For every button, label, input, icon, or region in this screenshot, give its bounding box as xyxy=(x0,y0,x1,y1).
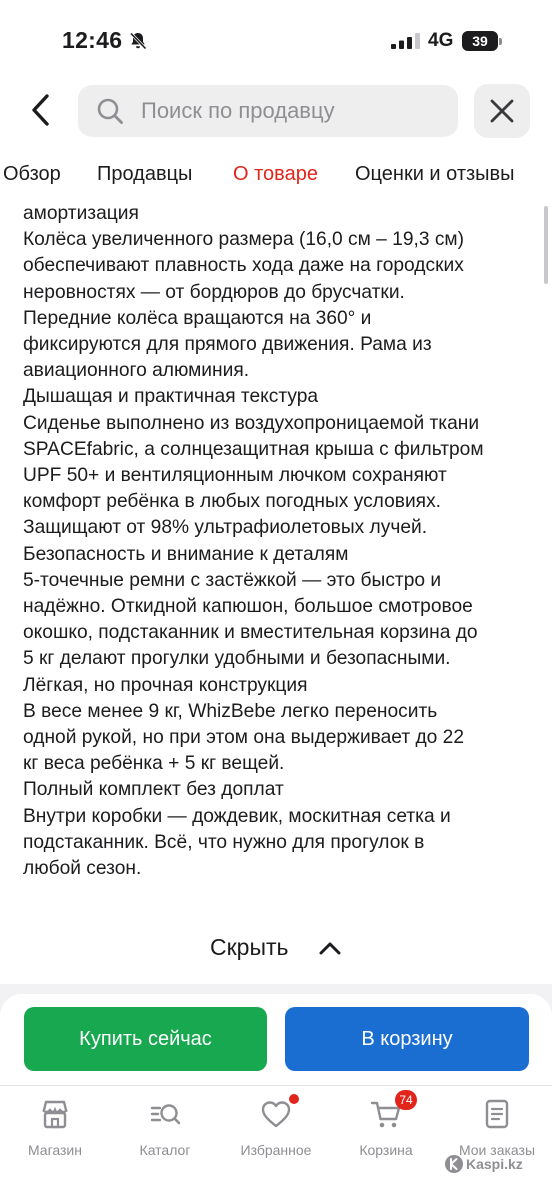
description-line: надёжно. Откидной капюшон, большое смотровое xyxy=(23,596,473,618)
search-icon xyxy=(96,97,124,125)
nav-label-store: Магазин xyxy=(27,1142,82,1158)
nav-item-catalog[interactable] xyxy=(110,1094,220,1164)
cart-count-badge: 74 xyxy=(395,1090,417,1110)
description-line: UPF 50+ и вентиляционным лючком сохраняют xyxy=(23,465,447,487)
heart-icon xyxy=(259,1097,293,1131)
description-line: авиационного алюминия. xyxy=(23,360,250,382)
battery-level: 39 xyxy=(462,31,498,51)
collapse-label: Скрыть xyxy=(210,934,289,960)
description-line: Полный комплект без доплат xyxy=(23,779,284,801)
nav-label-favorites: Избранное xyxy=(240,1142,312,1158)
description-line: обеспечивают плавность хода даже на городских xyxy=(23,255,464,277)
description-line: Безопасность и внимание к деталям xyxy=(23,543,349,565)
add-to-cart-button[interactable]: В корзину xyxy=(285,1007,529,1071)
description-line: амортизация xyxy=(23,203,139,224)
nav-item-favorites[interactable] xyxy=(221,1094,331,1164)
description-line: Колёса увеличенного размера (16,0 см – 19,3 см) xyxy=(23,229,465,251)
status-time: 12:46 xyxy=(62,27,123,53)
seller-search-input[interactable] xyxy=(78,85,458,137)
description-line: фиксируются для прямого движения. Рама из xyxy=(23,334,432,356)
collapse-button[interactable] xyxy=(0,928,552,968)
description-line: любой сезон. xyxy=(23,858,142,880)
description-line: Лёгкая, но прочная конструкция xyxy=(23,674,308,696)
nav-item-store[interactable] xyxy=(0,1094,110,1164)
description-text xyxy=(23,201,528,882)
signal-icon xyxy=(391,33,421,49)
favorites-dot xyxy=(289,1094,299,1104)
description-line: подстаканник. Всё, что нужно для прогулок в xyxy=(23,831,425,853)
description-line: Сиденье выполнено из воздухопроницаемой ткани xyxy=(23,412,480,434)
nav-label-catalog: Каталог xyxy=(139,1142,191,1158)
tab-overview[interactable]: Обзор xyxy=(3,163,61,185)
chevron-up-icon xyxy=(318,940,342,956)
product-description-panel[interactable] xyxy=(0,200,552,990)
store-icon xyxy=(38,1097,72,1131)
tab-sellers[interactable]: Продавцы xyxy=(97,163,193,185)
description-line: В весе менее 9 кг, WhizBebe легко переносить xyxy=(23,700,438,722)
description-line: Внутри коробки — дождевик, москитная сетка и xyxy=(23,805,451,827)
nav-label-cart: Корзина xyxy=(359,1142,413,1158)
search-placeholder: Поиск по продавцу xyxy=(141,98,335,123)
orders-icon xyxy=(480,1097,514,1131)
description-line: неровностях — от бордюров до брусчатки. xyxy=(23,281,405,303)
description-line: 5-точечные ремни с застёжкой — это быстро и xyxy=(23,569,442,591)
description-line: Защищают от 98% ультрафиолетовых лучей. xyxy=(23,517,428,539)
nav-item-cart[interactable] xyxy=(331,1094,441,1164)
status-bar xyxy=(0,0,552,80)
description-line: одной рукой, но при этом она выдерживает до 22 xyxy=(23,727,465,749)
close-icon xyxy=(489,98,515,124)
watermark-text: Kaspi.kz xyxy=(466,1156,523,1172)
network-type: 4G xyxy=(428,30,454,51)
scrollbar[interactable] xyxy=(544,206,548,284)
battery-tip xyxy=(499,38,502,45)
catalog-search-icon xyxy=(148,1097,182,1131)
tab-reviews[interactable]: Оценки и отзывы xyxy=(355,163,515,185)
battery-indicator xyxy=(462,31,502,51)
description-line: Передние колёса вращаются на 360° и xyxy=(23,307,372,329)
description-line: комфорт ребёнка в любых погодных условиях. xyxy=(23,491,441,513)
bottom-navigation xyxy=(0,1085,552,1200)
buy-now-button[interactable]: Купить сейчас xyxy=(24,1007,267,1071)
back-arrow-icon[interactable] xyxy=(26,92,60,128)
tab-about-product[interactable]: О товаре xyxy=(233,163,318,185)
purchase-actions xyxy=(0,994,552,1086)
description-line: окошко, подстаканник и вместительная корзина до xyxy=(23,622,478,644)
nav-label-orders: Мои заказы xyxy=(458,1142,536,1158)
description-line: Дышащая и практичная текстура xyxy=(23,386,319,408)
kaspi-logo-icon xyxy=(444,1154,464,1174)
close-search-button[interactable] xyxy=(474,84,530,138)
description-line: SPACEfabric, а солнцезащитная крыша с фильтром xyxy=(23,438,484,460)
description-line: 5 кг делают прогулки удобными и безопасными. xyxy=(23,648,451,670)
bell-slash-icon xyxy=(128,31,148,51)
description-line: кг веса ребёнка + 5 кг вещей. xyxy=(23,753,285,775)
